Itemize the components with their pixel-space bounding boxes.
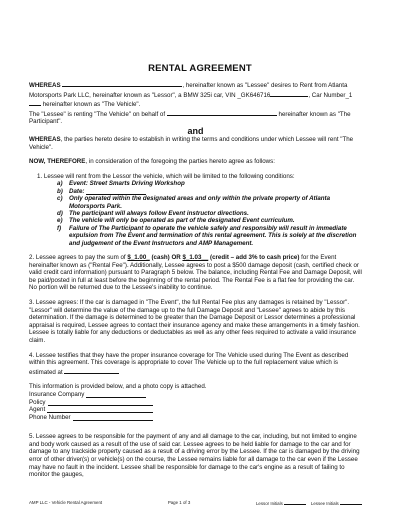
date-blank[interactable] xyxy=(86,188,146,195)
condition-item: a) Event: Street Smarts Driving Workshop xyxy=(57,180,185,188)
agent-field[interactable] xyxy=(47,406,153,413)
insurance-intro: This information is provided below, and a photo copy is attached. xyxy=(29,383,207,391)
whereas-lead: WHEREAS xyxy=(29,82,61,89)
lessee-initials-blank[interactable] xyxy=(340,500,362,505)
policy-row: Policy xyxy=(29,399,362,407)
lessor-initials-blank[interactable] xyxy=(284,500,306,505)
footer-page-number: Page 1 of 3 xyxy=(167,500,191,505)
clause-1-conditions xyxy=(29,180,362,247)
car-number-blank[interactable] xyxy=(29,99,41,106)
cash-amount: $_1.00_ xyxy=(127,254,150,261)
clause-2-text-c: (credit – add 3% to cash price) xyxy=(210,254,300,261)
whereas-text-a: , hereinafter known as "Lessee" desires to Rent from Atlanta Motorsports Park LLC, hereinafter known as "Lessor", a BMW 325i car, VIN _GK646716 xyxy=(29,82,348,99)
condition-item: d) The participant will always follow Event instructor directions. xyxy=(57,209,249,217)
condition-item: e) The vehicle will only be operated as part of the designated Event curriculum. xyxy=(57,217,295,225)
whereas-2-text: , the parties hereto desire to establish in writing the terms and conditions under which Lessee will rent "The Vehicle". xyxy=(29,135,354,151)
and-heading: and xyxy=(187,125,204,136)
replacement-value-blank[interactable] xyxy=(64,367,119,374)
lessor-initials-label: Lessor Initials xyxy=(255,501,283,506)
now-therefore-lead: NOW, THEREFORE xyxy=(29,158,86,166)
condition-item: b) Date: xyxy=(57,188,362,195)
participant-blank[interactable] xyxy=(167,109,277,116)
whereas-2-lead: WHEREAS xyxy=(29,135,61,143)
clause-1-text: 1. Lessee will rent from the Lessor the vehicle, which will be limited to the following conditions: xyxy=(37,172,295,180)
clause-2-text-d: for the Event hereinafter known as ("Rental Fee"). Additionally, Lessee agrees to post a $500 damage deposit (cash, certified check or valid credit card information) pursuant to Paragraph 5 below. The balance, including Rental Fee and Damage Deposit, will be paid/posted in full at least before the beginning of the rental period. The Rental Fee is a flat fee for providing the car. No portion will be returned due to the Lessee's inability to continue. xyxy=(29,254,362,292)
clause-4-text: 4. Lessee testifies that they have the proper insurance coverage for The Vehicle used during The Event as described within this agreement. This coverage is appropriate to cover The Vehicle up to the full replacement value which is estimated at xyxy=(29,351,349,376)
lessee-name-blank[interactable] xyxy=(62,80,182,87)
insurance-company-field[interactable] xyxy=(86,391,146,398)
agent-row: Agent xyxy=(29,406,362,414)
now-therefore-paragraph xyxy=(29,158,362,166)
document-title: RENTAL AGREEMENT xyxy=(148,63,252,74)
vin-blank[interactable] xyxy=(270,90,308,97)
document-body xyxy=(29,80,362,479)
whereas-text-e: hereinafter known as "The Participant". xyxy=(29,110,351,126)
whereas-paragraph-1 xyxy=(29,80,362,126)
credit-amount: $_1.03__ xyxy=(182,254,209,261)
lessee-initials-label: Lessee Initials xyxy=(310,501,339,506)
condition-item: f) Failure of The Participant to operate the vehicle safely and responsibly will result in immediate expulsion from The Event and termination of this rental agreement. This is solely at the discretion and judgement of the Event Instructors and AMP Management. xyxy=(57,224,357,247)
clause-2 xyxy=(29,254,362,292)
phone-number-row: Phone Number xyxy=(29,414,362,422)
condition-item: c) Only operated within the designated areas and only within the private property of Atlanta Motorsports Park. xyxy=(57,195,331,210)
footer-initials xyxy=(256,500,362,506)
whereas-text-c: hereinafter known as "The Vehicle". xyxy=(42,101,141,109)
insurance-company-row: Insurance Company xyxy=(29,391,362,399)
clause-2-text-a: 2. Lessee agrees to pay the sum of xyxy=(29,254,126,261)
whereas-text-b: , Car Number_1 xyxy=(308,91,353,99)
clause-2-text-b: (cash) OR xyxy=(151,254,181,261)
page-footer xyxy=(29,500,362,506)
phone-number-field[interactable] xyxy=(73,414,153,421)
insurance-fields xyxy=(29,391,362,421)
clause-3: 3. Lessee agrees: If the car is damaged in "The Event", the full Rental Fee plus any damages is retained by "Lessor". "Lessor" will determine the value of the damage up to the full Damage Deposit and "Lessee" agrees to abide by this determination. If the damage is determined to be greater than the Damage Deposit or Lessor determines a professional appraisal is required, Lessee agrees to contact their insurance agency and make these arrangements in a timely fashion. Lessee is totally liable for any deductions or deductables as well as any other fees required to activate a valid insurance claim. xyxy=(29,298,360,344)
whereas-paragraph-2 xyxy=(29,136,362,151)
whereas-text-d: The "Lessee" is renting "The Vehicle" on behalf of xyxy=(29,110,166,118)
clause-5: 5. Lessee agrees to be responsible for the payment of any and all damage to the car, including, but not limited to engine and body work caused as a result of the use of said car. Lessee agrees to be held liable for damage to the car and for damage to any trackside property caused as a result of a driving error by the Lessee. If the car is damaged by the driving error of other driver(s) or vehicle(s) on the course, the Lessee remains liable for all damage to the car even if the Lessee may have no fault in the incident. Lessee shall be responsible for damage to the car's engine as a result of failing to monitor the gauges, xyxy=(29,433,360,479)
footer-document-name: AMP LLC - Vehicle Rental Agreement xyxy=(29,500,103,505)
now-therefore-text: , in consideration of the foregoing the parties hereto agree as follows: xyxy=(85,158,275,166)
policy-field[interactable] xyxy=(48,399,153,406)
clause-4 xyxy=(29,352,362,377)
